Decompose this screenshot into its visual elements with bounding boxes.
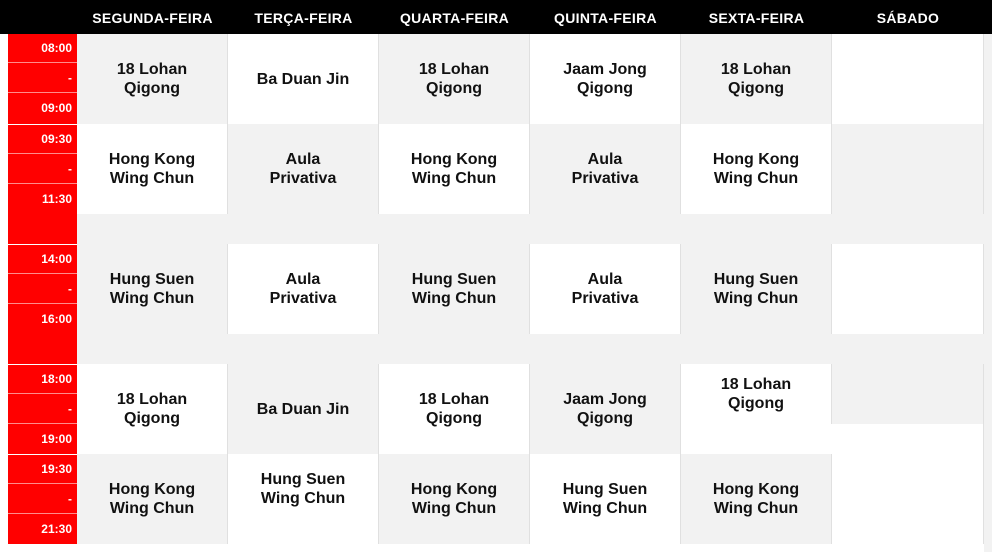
day-header-wednesday: QUARTA-FEIRA	[399, 10, 510, 26]
time-end: 11:30	[41, 192, 72, 206]
time-gap-2	[8, 334, 77, 364]
class-cell-empty	[832, 364, 984, 424]
time-start: 18:00	[8, 365, 77, 394]
class-cell: Hong Kong Wing Chun	[379, 454, 530, 544]
class-cell: 18 Lohan Qigong	[379, 364, 530, 454]
class-cell: 18 Lohan Qigong	[77, 34, 228, 124]
class-cell: Jaam Jong Qigong	[530, 364, 681, 454]
day-header-thursday: QUINTA-FEIRA	[554, 10, 657, 26]
class-cell: Hung Suen Wing Chun	[530, 454, 681, 544]
class-cell: Ba Duan Jin	[228, 364, 379, 454]
class-cell-empty	[832, 244, 984, 334]
time-dash: -	[8, 275, 77, 304]
class-cell: Aula Privativa	[530, 124, 681, 214]
time-start: 19:30	[8, 455, 77, 484]
row-filler	[681, 424, 984, 454]
class-cell: Aula Privativa	[228, 124, 379, 214]
schedule-header	[0, 0, 992, 34]
afternoon-gap-band	[77, 334, 984, 364]
class-cell-empty	[832, 124, 984, 214]
class-cell: Hong Kong Wing Chun	[379, 124, 530, 214]
class-cell: Ba Duan Jin	[228, 34, 379, 124]
right-edge-strip	[984, 34, 992, 552]
time-gap-1	[8, 214, 77, 244]
class-cell: Hung Suen Wing Chun	[681, 244, 832, 334]
day-header-friday: SEXTA-FEIRA	[708, 10, 805, 26]
class-cell: Hong Kong Wing Chun	[77, 454, 228, 544]
class-cell: 18 Lohan Qigong	[379, 34, 530, 124]
class-cell-empty	[832, 454, 984, 544]
time-end: 21:30	[41, 522, 72, 536]
class-cell: Aula Privativa	[530, 244, 681, 334]
class-cell: Jaam Jong Qigong	[530, 34, 681, 124]
class-cell-empty	[832, 34, 984, 124]
lunch-gap-band	[77, 214, 984, 244]
time-dash: -	[8, 64, 77, 93]
time-start: 14:00	[8, 245, 77, 274]
time-dash: -	[8, 485, 77, 514]
class-cell: Hong Kong Wing Chun	[77, 124, 228, 214]
time-block-3	[8, 245, 77, 334]
class-cell: 18 Lohan Qigong	[681, 34, 832, 124]
time-block-2	[8, 125, 77, 214]
time-dash: -	[8, 155, 77, 184]
class-cell: 18 Lohan Qigong	[681, 364, 832, 424]
class-cell: Hong Kong Wing Chun	[681, 124, 832, 214]
day-header-tuesday: TERÇA-FEIRA	[254, 10, 353, 26]
time-dash: -	[8, 395, 77, 424]
time-end: 16:00	[41, 312, 72, 326]
time-start: 08:00	[8, 34, 77, 63]
time-block-5	[8, 455, 77, 544]
day-header-saturday: SÁBADO	[876, 10, 940, 26]
class-cell: Hung Suen Wing Chun	[77, 244, 228, 334]
time-block-1	[8, 34, 77, 124]
day-header-monday: SEGUNDA-FEIRA	[92, 10, 213, 26]
time-end: 19:00	[41, 432, 72, 446]
class-cell: Hung Suen Wing Chun	[228, 454, 379, 544]
class-cell: Aula Privativa	[228, 244, 379, 334]
time-start: 09:30	[8, 125, 77, 154]
class-cell: 18 Lohan Qigong	[77, 364, 228, 454]
class-cell: Hong Kong Wing Chun	[681, 454, 832, 544]
time-block-4	[8, 365, 77, 454]
class-cell: Hung Suen Wing Chun	[379, 244, 530, 334]
time-end: 09:00	[41, 101, 72, 115]
